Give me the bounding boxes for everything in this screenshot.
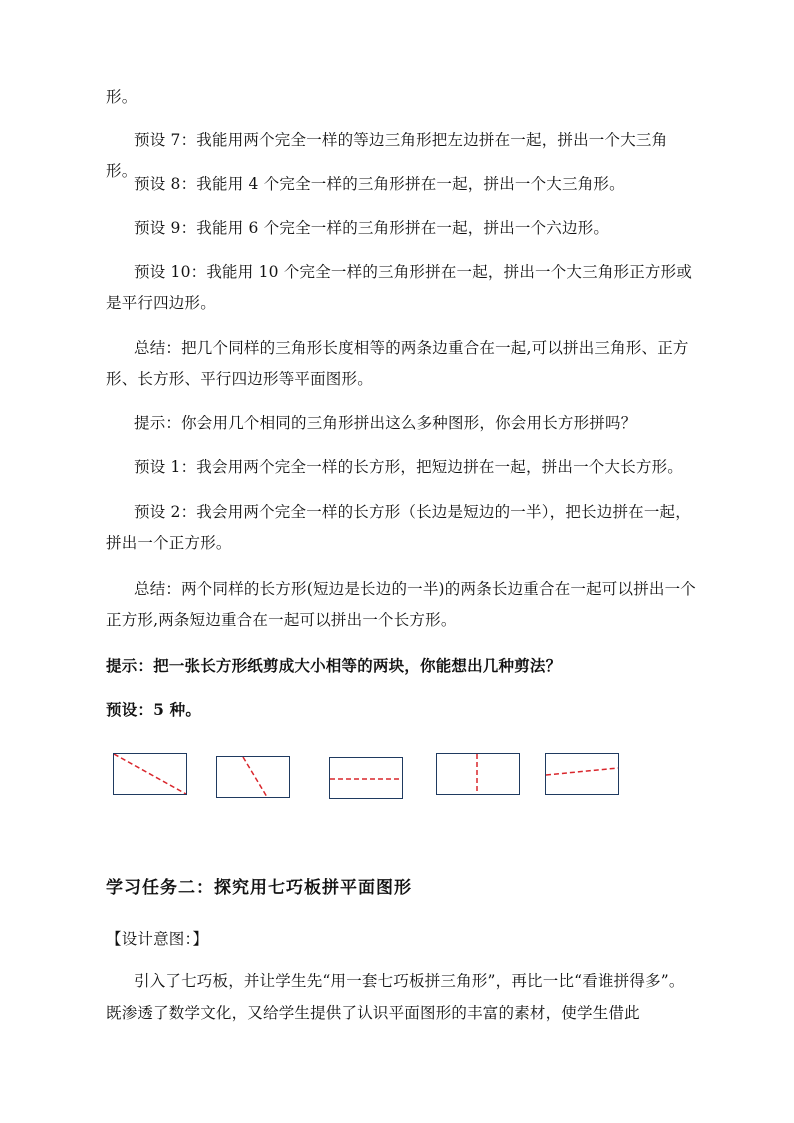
preset-9: 预设 9：我能用 6 个完全一样的三角形拼在一起，拼出一个六边形。 <box>134 219 610 237</box>
hint-cutting: 提示：把一张长方形纸剪成大小相等的两块，你能想出几种剪法？ <box>106 656 562 675</box>
preset-five-ways: 预设：5 种。 <box>106 700 202 719</box>
summary-rectangles: 总结：两个同样的长方形(短边是长边的一半)的两条长边重合在一起可以拼出一个正方形,两条短边重合在一起可以拼出一个长方形。 <box>106 580 696 629</box>
section-heading: 学习任务二：探究用七巧板拼平面图形 <box>106 878 412 898</box>
summary-triangles: 总结：把几个同样的三角形长度相等的两条边重合在一起,可以拼出三角形、正方形、长方形、平行四边形等平面图形。 <box>106 339 689 388</box>
preset-7: 预设 7：我能用两个完全一样的等边三角形把左边拼在一起，拼出一个大三角形。 <box>106 131 668 180</box>
rect-cut-vertical <box>436 753 520 795</box>
hint-rectangles: 提示：你会用几个相同的三角形拼出这么多种图形，你会用长方形拼吗？ <box>134 414 637 432</box>
rect-cut-slanted <box>216 756 290 798</box>
preset-8: 预设 8：我能用 4 个完全一样的三角形拼在一起，拼出一个大三角形。 <box>134 175 625 193</box>
preset-2: 预设 2：我会用两个完全一样的长方形（长边是短边的一半），把长边拼在一起，拼出一个正方形。 <box>106 503 691 552</box>
rect-cut-slight-slant <box>545 753 619 795</box>
paragraph-continuation: 形。 <box>106 88 138 106</box>
design-intent-label: 【设计意图：】 <box>106 930 209 948</box>
rect-cut-diagonal <box>113 753 187 795</box>
rect-cut-horizontal <box>329 757 403 799</box>
preset-1: 预设 1：我会用两个完全一样的长方形，把短边拼在一起，拼出一个大长方形。 <box>134 458 683 476</box>
design-intent-text: 引入了七巧板，并让学生先“用一套七巧板拼三角形”，再比一比“看谁拼得多”。既渗透了数学文化，又给学生提供了认识平面图形的丰富的素材，使学生借此 <box>106 972 685 1022</box>
preset-10: 预设 10：我能用 10 个完全一样的三角形拼在一起，拼出一个大三角形正方形或是平行四边形。 <box>106 263 693 312</box>
